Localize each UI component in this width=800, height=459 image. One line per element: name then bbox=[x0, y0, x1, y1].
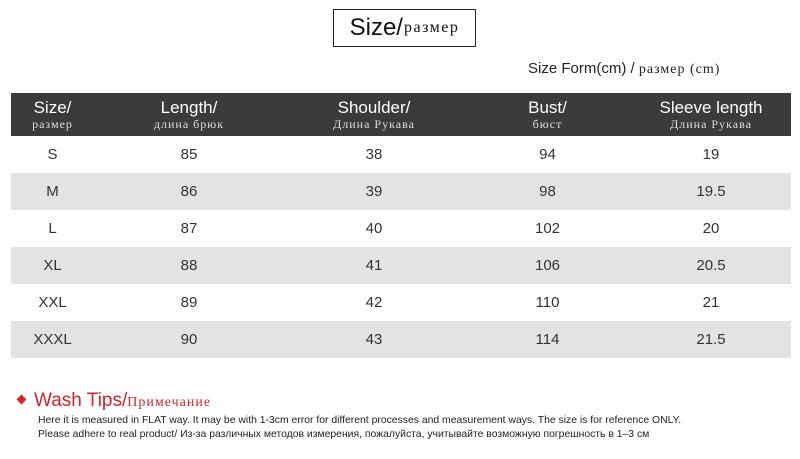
cell-shoulder: 43 bbox=[365, 331, 383, 348]
header-sub: Длина Рукава bbox=[333, 117, 415, 131]
size-title bbox=[333, 9, 476, 47]
header-length bbox=[94, 93, 284, 136]
size-form-label-en: Size Form(cm) / bbox=[528, 60, 639, 77]
header-sleeve-length bbox=[631, 93, 791, 136]
measurement-note-line-1: Here it is measured in FLAT way. It may be with 1-3cm error for different processes and measurement ways. The size is for reference ONLY. bbox=[38, 415, 682, 426]
header-sub: бюст bbox=[532, 117, 563, 131]
header-sub: длина брюк bbox=[153, 117, 225, 131]
cell-length: 88 bbox=[180, 257, 198, 274]
cell-size: S bbox=[47, 146, 58, 163]
table-header-row bbox=[11, 93, 791, 136]
cell-bust: 94 bbox=[539, 146, 556, 163]
cell-length: 85 bbox=[180, 146, 198, 163]
header-shoulder bbox=[284, 93, 464, 136]
header-main: Length/ bbox=[160, 98, 218, 117]
cell-sleeve-length: 21.5 bbox=[696, 331, 726, 348]
table-row bbox=[11, 210, 791, 247]
cell-sleeve-length: 21 bbox=[702, 294, 720, 311]
size-table bbox=[11, 93, 791, 358]
header-size bbox=[11, 93, 94, 136]
table-row bbox=[11, 284, 791, 321]
cell-size: M bbox=[46, 183, 59, 200]
diamond-bullet-icon bbox=[17, 395, 27, 405]
cell-sleeve-length: 19 bbox=[702, 146, 720, 163]
header-sub: размер bbox=[32, 117, 73, 131]
table-row bbox=[11, 247, 791, 284]
header-main: Shoulder/ bbox=[337, 98, 411, 117]
cell-bust: 110 bbox=[535, 294, 560, 311]
wash-tips-title: Wash Tips/ bbox=[34, 390, 128, 411]
wash-tips-title-ru: Примечание bbox=[127, 395, 212, 410]
cell-length: 90 bbox=[180, 331, 198, 348]
header-bust bbox=[464, 93, 631, 136]
cell-size: XL bbox=[43, 257, 62, 274]
cell-shoulder: 41 bbox=[365, 257, 383, 274]
table-row bbox=[11, 136, 791, 173]
size-title-main: Size/ bbox=[349, 14, 403, 41]
header-main: Size/ bbox=[33, 98, 72, 117]
header-sub: Длина Рукава bbox=[670, 117, 752, 131]
cell-shoulder: 39 bbox=[365, 183, 383, 200]
cell-sleeve-length: 19.5 bbox=[696, 183, 726, 200]
size-title-sub: размер bbox=[403, 19, 460, 36]
size-form-label-ru: размер (cm) bbox=[638, 62, 721, 77]
cell-size: L bbox=[48, 220, 57, 237]
cell-length: 89 bbox=[180, 294, 198, 311]
cell-shoulder: 40 bbox=[365, 220, 383, 237]
size-form-label bbox=[528, 60, 720, 78]
cell-sleeve-length: 20.5 bbox=[696, 257, 726, 274]
table-row bbox=[11, 321, 791, 358]
cell-size: XXXL bbox=[33, 331, 72, 348]
table-row bbox=[11, 173, 791, 210]
wash-tips-heading bbox=[18, 390, 211, 412]
header-main: Bust/ bbox=[528, 98, 567, 117]
cell-bust: 98 bbox=[539, 183, 556, 200]
cell-bust: 102 bbox=[534, 220, 561, 237]
cell-shoulder: 42 bbox=[365, 294, 383, 311]
cell-shoulder: 38 bbox=[365, 146, 383, 163]
cell-length: 86 bbox=[180, 183, 198, 200]
measurement-note-line-2: Please adhere to real product/ Из-за различных методов измерения, пожалуйста, учитывайте возможную погрешность в 1–3 см bbox=[38, 429, 650, 440]
cell-bust: 106 bbox=[534, 257, 561, 274]
cell-size: XXL bbox=[38, 294, 67, 311]
cell-length: 87 bbox=[180, 220, 198, 237]
cell-sleeve-length: 20 bbox=[702, 220, 720, 237]
header-main: Sleeve length bbox=[659, 98, 763, 117]
cell-bust: 114 bbox=[535, 331, 560, 348]
